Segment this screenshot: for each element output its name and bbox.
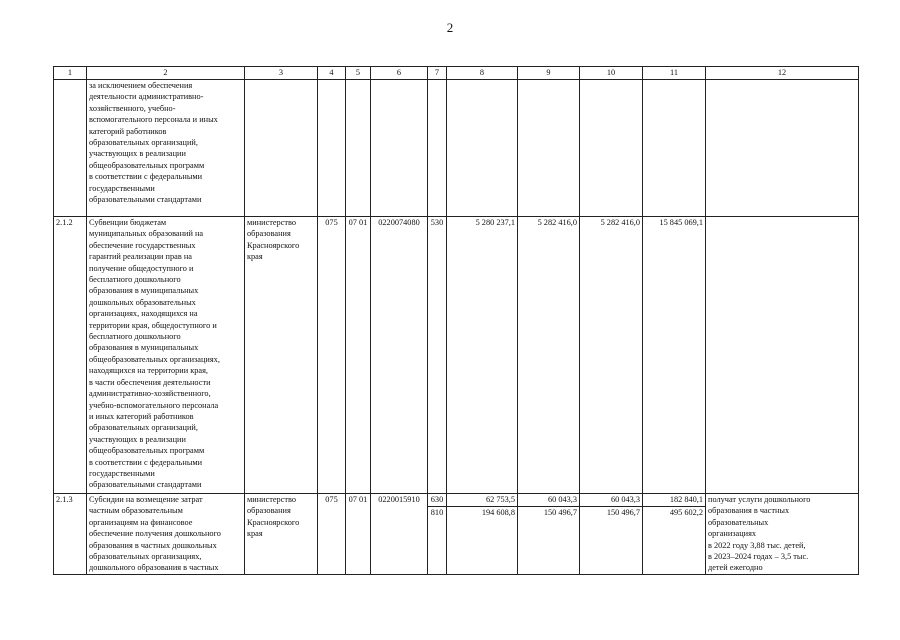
text-line: министерство <box>247 218 297 227</box>
text-line: образования в муниципальных <box>89 286 199 296</box>
text-line: обеспечение государственных <box>89 240 196 250</box>
text-line: в соответствии с федеральными <box>89 457 203 467</box>
cell-2022: 194 608,8 <box>447 506 518 574</box>
text-line: образования <box>247 229 291 239</box>
header-cell: 12 <box>706 67 859 80</box>
cell-executor <box>245 494 318 575</box>
table-row <box>54 217 859 494</box>
text-line: участвующих в реализации <box>89 149 186 159</box>
text-line: территории края, общедоступного и <box>89 320 217 330</box>
cell-grbs: 075 <box>318 217 346 494</box>
cell-2023: 150 496,7 <box>518 506 580 574</box>
text-line: в 2022 году 3,88 тыс. детей, <box>708 540 806 550</box>
table-row <box>54 494 859 507</box>
text-line: организациях, находящихся на <box>89 309 198 319</box>
cell-csr: 0220015910 <box>371 494 428 575</box>
text-line: края <box>247 529 263 539</box>
text-line: образования в частных дошкольных <box>89 540 217 550</box>
cell-2024: 60 043,3 <box>580 494 643 507</box>
cell-rzpr: 07 01 <box>346 494 371 575</box>
cell-2022: 62 753,5 <box>447 494 518 507</box>
text-line: Субсидии на возмещение затрат <box>89 495 203 504</box>
cell-result <box>706 494 859 575</box>
text-line: образовательных <box>708 517 769 527</box>
cell-description <box>87 80 245 217</box>
text-line: Красноярского <box>247 240 300 250</box>
text-line: государственными <box>89 468 155 478</box>
text-line: участвующих в реализации <box>89 434 186 444</box>
cell-description <box>87 494 245 575</box>
text-line: вспомогательного персонала и иных <box>89 115 218 125</box>
text-line: образования <box>247 506 291 516</box>
text-line: деятельности административно- <box>89 92 204 102</box>
text-line: образования в муниципальных <box>89 343 199 353</box>
header-cell: 4 <box>318 67 346 80</box>
text-line: за исключением обеспечения <box>89 81 193 90</box>
text-line: в части обеспечения деятельности <box>89 377 211 387</box>
cell-total: 15 845 069,1 <box>643 217 706 494</box>
header-row <box>54 67 859 80</box>
table-row <box>54 80 859 217</box>
text-line: общеобразовательных организациях, <box>89 354 220 364</box>
cell-csr: 0220074080 <box>371 217 428 494</box>
cell-executor <box>245 217 318 494</box>
text-line: образовательных организаций, <box>89 423 198 433</box>
text-line: дошкольного образования в частных <box>89 563 219 573</box>
cell-num: 2.1.2 <box>54 217 87 494</box>
header-cell: 10 <box>580 67 643 80</box>
text-line: организациях <box>708 529 757 539</box>
text-line: края <box>247 252 263 262</box>
header-cell: 2 <box>87 67 245 80</box>
text-line: организациям на финансовое <box>89 517 193 527</box>
cell-description <box>87 217 245 494</box>
text-line: муниципальных образований на <box>89 229 204 239</box>
text-line: хозяйственного, учебно- <box>89 103 176 113</box>
header-cell: 7 <box>428 67 447 80</box>
page-number: 2 <box>446 20 454 35</box>
cell-2024: 5 282 416,0 <box>580 217 643 494</box>
text-line: общеобразовательных программ <box>89 446 205 456</box>
cell-2024: 150 496,7 <box>580 506 643 574</box>
text-line: бесплатного дошкольного <box>89 275 181 285</box>
text-line: дошкольных образовательных <box>89 297 196 307</box>
cell-grbs: 075 <box>318 494 346 575</box>
header-cell: 1 <box>54 67 87 80</box>
text-line: и иных категорий работников <box>89 411 194 421</box>
text-line: образования в частных <box>708 506 790 516</box>
cell-num: 2.1.3 <box>54 494 87 575</box>
cell-total: 495 602,2 <box>643 506 706 574</box>
cell-vr: 810 <box>428 506 447 574</box>
text-line: учебно-вспомогательного персонала <box>89 400 219 410</box>
header-cell: 6 <box>371 67 428 80</box>
text-line: Красноярского <box>247 517 300 527</box>
header-cell: 5 <box>346 67 371 80</box>
text-line: общеобразовательных программ <box>89 160 205 170</box>
header-cell: 8 <box>447 67 518 80</box>
text-line: гарантий реализации прав на <box>89 252 192 262</box>
text-line: министерство <box>247 495 297 504</box>
text-line: образовательными стандартами <box>89 195 202 205</box>
cell-total: 182 840,1 <box>643 494 706 507</box>
cell-vr: 530 <box>428 217 447 494</box>
cell-rzpr: 07 01 <box>346 217 371 494</box>
text-line: государственными <box>89 183 155 193</box>
text-line: в 2023–2024 годах – 3,5 тыс. <box>708 552 809 562</box>
text-line: получение общедоступного и <box>89 263 194 273</box>
text-line: детей ежегодно <box>708 563 763 573</box>
text-line: категорий работников <box>89 126 167 136</box>
text-line: бесплатного дошкольного <box>89 332 181 342</box>
header-cell: 3 <box>245 67 318 80</box>
header-cell: 11 <box>643 67 706 80</box>
budget-table <box>53 66 859 575</box>
cell-vr: 630 <box>428 494 447 507</box>
cell-2022: 5 280 237,1 <box>447 217 518 494</box>
text-line: Субвенции бюджетам <box>89 218 167 227</box>
text-line: в соответствии с федеральными <box>89 172 203 182</box>
text-line: образовательными стандартами <box>89 480 202 490</box>
text-line: обеспечение получения дошкольного <box>89 529 221 539</box>
text-line: получат услуги дошкольного <box>708 495 811 504</box>
text-line: находящихся на территории края, <box>89 366 208 376</box>
cell-num <box>54 80 87 217</box>
text-line: образовательных организациях, <box>89 552 202 562</box>
cell-2023: 5 282 416,0 <box>518 217 580 494</box>
text-line: образовательных организаций, <box>89 138 198 148</box>
text-line: административно-хозяйственного, <box>89 389 211 399</box>
cell-2023: 60 043,3 <box>518 494 580 507</box>
cell-result <box>706 217 859 494</box>
text-line: частным образовательным <box>89 506 183 516</box>
header-cell: 9 <box>518 67 580 80</box>
